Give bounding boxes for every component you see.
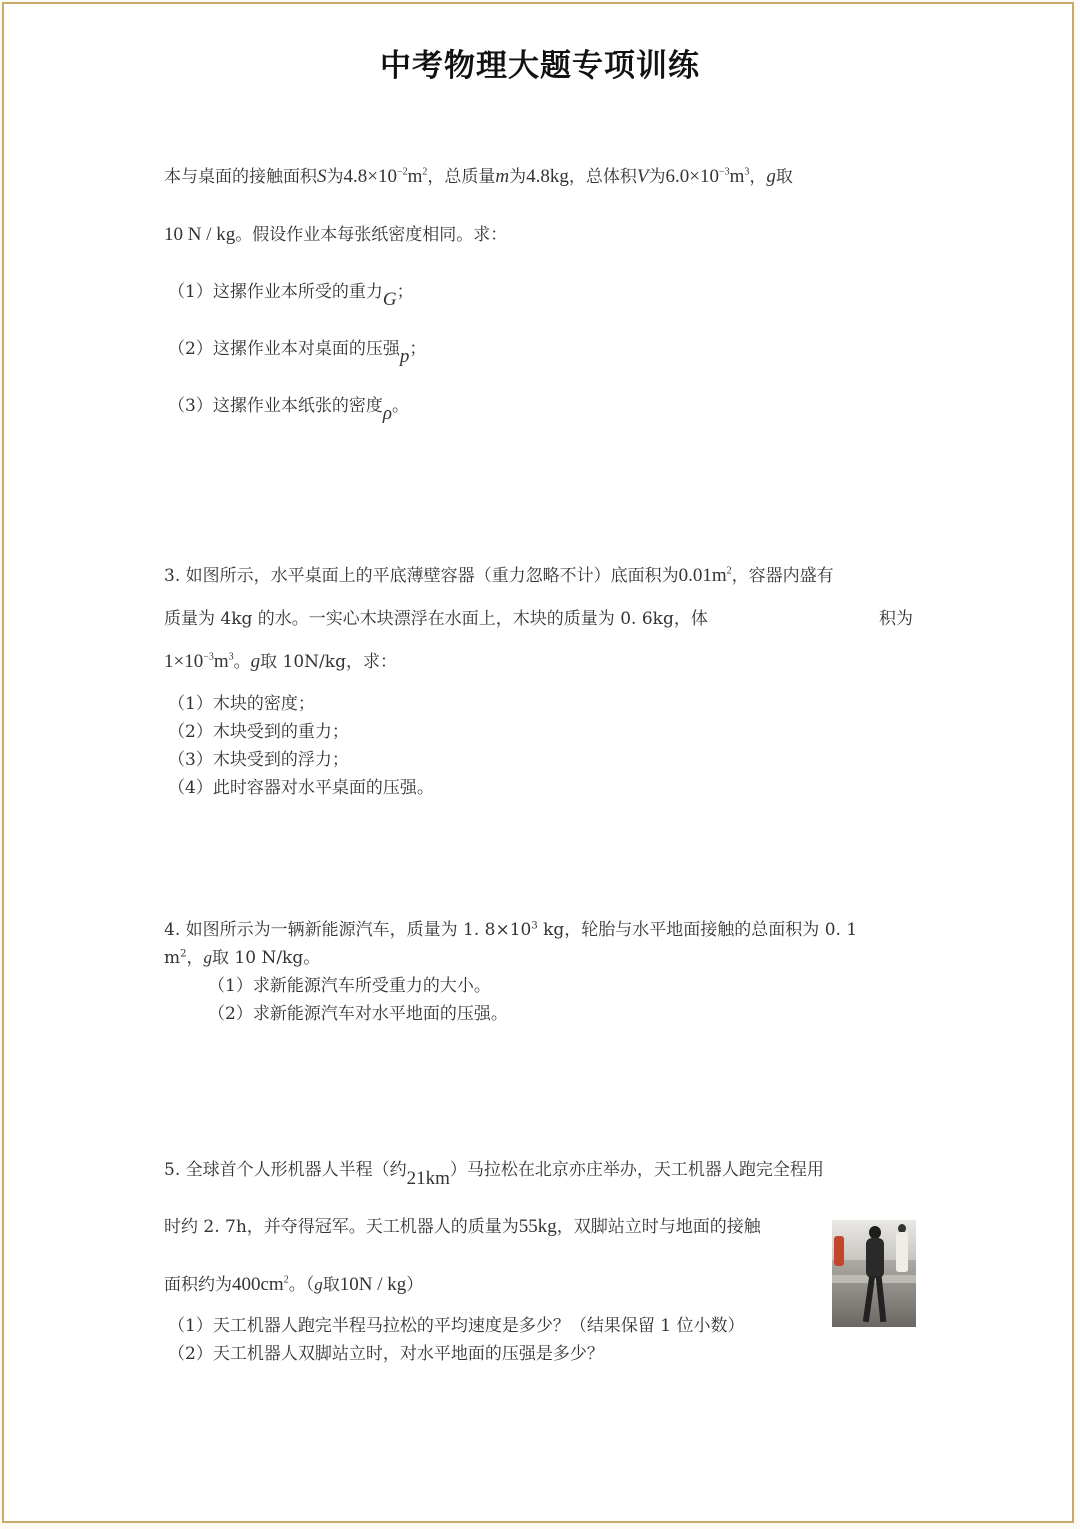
q4-text: kg，轮胎与水平地面接触的总面积为 0. 1 bbox=[537, 920, 858, 940]
q3-text: 。 bbox=[233, 652, 251, 672]
q2-text: ， bbox=[749, 167, 767, 187]
q3-line-2-end bbox=[879, 604, 913, 629]
q3-text: 3. 如图所示，水平桌面上的平底薄壁容器（重力忽略不计）底面积为 bbox=[164, 566, 679, 586]
q2-sub-text: （2）这摞作业本对桌面的压强 bbox=[168, 339, 400, 359]
q2-sub-text: ； bbox=[396, 282, 414, 302]
volume-unit: m bbox=[729, 166, 745, 187]
q4-text: m bbox=[164, 948, 181, 968]
q2-text: 为 bbox=[326, 167, 344, 187]
area-unit: m bbox=[407, 166, 423, 187]
q2-text: 。假设作业本每张纸密度相同。求： bbox=[235, 225, 508, 245]
page-title: 中考物理大题专项训练 bbox=[380, 48, 700, 84]
area-exponent: 2 bbox=[726, 565, 732, 577]
volume-value: 6.0×10 bbox=[665, 166, 719, 187]
var-v: V bbox=[636, 166, 649, 187]
q2-text: 本与桌面的接触面积 bbox=[164, 167, 317, 187]
q2-sub-3 bbox=[168, 391, 409, 424]
area-unit-exponent: 2 bbox=[422, 166, 428, 178]
area-value: 400cm bbox=[232, 1274, 284, 1295]
q5-sub-2: （2）天工机器人双脚站立时，对水平地面的压强是多少？ bbox=[168, 1344, 604, 1364]
q5-text: 面积约为 bbox=[164, 1275, 232, 1295]
q3-sub-4: （4）此时容器对水平桌面的压强。 bbox=[168, 778, 434, 798]
volume-exponent: −3 bbox=[718, 166, 730, 178]
q5-line-1 bbox=[164, 1155, 824, 1189]
q4-text: 4. 如图所示为一辆新能源汽车，质量为 1. 8×10 bbox=[164, 920, 532, 940]
var-rho: ρ bbox=[382, 403, 392, 424]
q3-text: 积为 bbox=[879, 609, 913, 629]
area-value: 0.01m bbox=[678, 565, 727, 586]
q5-text: ，双脚站立时与地面的接触 bbox=[556, 1217, 761, 1237]
var-g: g bbox=[250, 651, 261, 672]
area-exponent: −2 bbox=[396, 166, 408, 178]
q5-text: 。（ bbox=[288, 1275, 315, 1295]
q3-sub-2: （2）木块受到的重力； bbox=[168, 722, 349, 742]
q5-text: ）马拉松在北京亦庄举办，天工机器人跑完全程用 bbox=[449, 1160, 824, 1180]
area-exponent: 2 bbox=[180, 948, 187, 960]
q3-sub-1: （1）木块的密度； bbox=[168, 694, 315, 714]
q3-volume bbox=[164, 651, 234, 672]
q4-sub-2: （2）求新能源汽车对水平地面的压强。 bbox=[208, 1004, 508, 1024]
q2-sub-text: （3）这摞作业本纸张的密度 bbox=[168, 396, 383, 416]
q4-text: ， bbox=[186, 948, 204, 968]
volume-value: 1×10 bbox=[164, 651, 204, 672]
q2-sub-1 bbox=[168, 277, 414, 310]
q5-line-3 bbox=[164, 1270, 423, 1296]
photo-person-right bbox=[896, 1232, 908, 1272]
var-g: g bbox=[203, 948, 212, 967]
mass-exponent: 3 bbox=[531, 920, 538, 932]
q2-text: ，总体积 bbox=[568, 167, 637, 187]
var-m: m bbox=[495, 166, 510, 187]
volume-unit-exponent: 3 bbox=[228, 651, 234, 663]
g-value: 10 N / kg bbox=[164, 224, 236, 245]
q2-text: ，总质量 bbox=[427, 167, 496, 187]
q2-text: 取 bbox=[775, 167, 793, 187]
q4-line-2 bbox=[164, 943, 320, 968]
q5-text: 5. 全球首个人形机器人半程（约 bbox=[164, 1160, 407, 1180]
volume-exponent: −3 bbox=[203, 651, 214, 663]
q4-sub-1: （1）求新能源汽车所受重力的大小。 bbox=[208, 976, 491, 996]
q5-sub-1: （1）天工机器人跑完半程马拉松的平均速度是多少？（结果保留 1 位小数） bbox=[168, 1316, 745, 1336]
q2-sub-2 bbox=[168, 334, 427, 367]
q3-sub-3: （3）木块受到的浮力； bbox=[168, 750, 349, 770]
q2-volume bbox=[665, 166, 749, 187]
g-value: 10N / kg bbox=[339, 1274, 407, 1295]
q3-text: ，容器内盛有 bbox=[731, 566, 834, 586]
var-s: S bbox=[317, 166, 327, 187]
volume-unit-exponent: 3 bbox=[744, 166, 750, 178]
q3-text: 质量为 4kg 的水。一实心木块漂浮在水面上，木块的质量为 0. 6kg，体 bbox=[164, 609, 708, 629]
var-g: g bbox=[766, 166, 776, 187]
var-g-weight: G bbox=[382, 289, 397, 310]
q2-sub-text: 。 bbox=[391, 396, 409, 416]
q2-line-1 bbox=[164, 162, 793, 188]
q5-line-2 bbox=[164, 1212, 761, 1238]
area-value: 4.8×10 bbox=[343, 166, 397, 187]
mass-value: 55kg bbox=[518, 1216, 557, 1237]
q3-line-2 bbox=[164, 604, 708, 629]
q2-text: 为 bbox=[509, 167, 527, 187]
var-p: p bbox=[399, 346, 410, 367]
q4-line-1 bbox=[164, 915, 857, 940]
mass-value: 4.8kg bbox=[526, 166, 569, 187]
var-g: g bbox=[314, 1275, 323, 1294]
q5-area bbox=[232, 1274, 289, 1295]
robot-marathon-photo bbox=[832, 1220, 916, 1327]
q2-area bbox=[344, 166, 428, 187]
q2-line-2 bbox=[164, 220, 507, 246]
area-exponent: 2 bbox=[283, 1274, 289, 1286]
q5-text: ） bbox=[406, 1275, 424, 1295]
q3-area bbox=[679, 565, 732, 586]
q5-text: 时约 2. 7h，并夺得冠军。天工机器人的质量为 bbox=[164, 1217, 519, 1237]
distance-value: 21km bbox=[406, 1168, 450, 1189]
q5-text: 取 bbox=[322, 1275, 340, 1295]
photo-person-left bbox=[834, 1236, 844, 1266]
q2-sub-text: ； bbox=[409, 339, 427, 359]
q2-sub-text: （1）这摞作业本所受的重力 bbox=[168, 282, 383, 302]
q3-line-3 bbox=[164, 647, 397, 673]
q3-line-1 bbox=[164, 561, 834, 587]
q2-text: 为 bbox=[648, 167, 666, 187]
q4-text: 取 10 N/kg。 bbox=[212, 948, 321, 968]
robot-body bbox=[866, 1238, 884, 1278]
volume-unit: m bbox=[213, 651, 229, 672]
q3-text: 取 10N/kg，求： bbox=[260, 652, 397, 672]
